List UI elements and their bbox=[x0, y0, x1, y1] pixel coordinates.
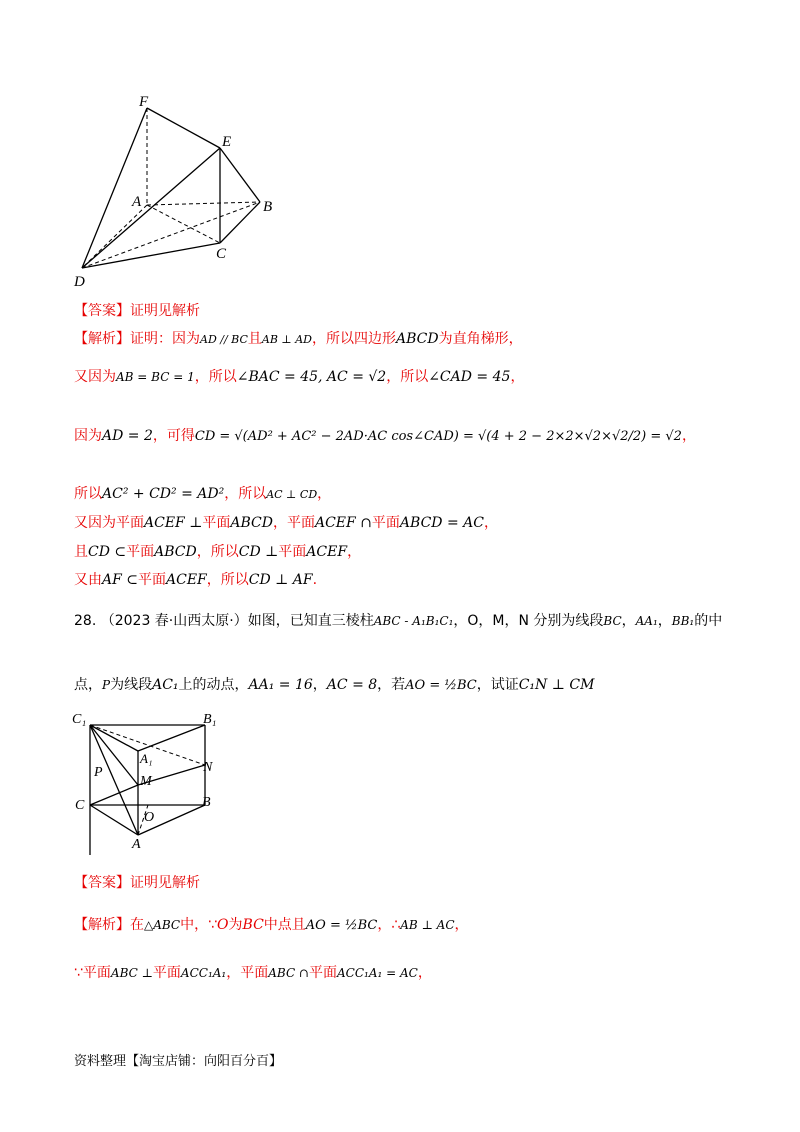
analysis-line-3: 因为AD = 2，可得CD = √(AD² + AC² − 2AD·AC cos∠CAD) = √(4 + 2 − 2×2×√2×√2/2) = √2， bbox=[74, 428, 696, 444]
answer-line-2 bbox=[74, 872, 200, 892]
label-A1: A₁ bbox=[140, 751, 153, 766]
problem-28-line-2: 点，P为线段AC₁上的动点，AA₁ = 16，AC = 8，若AO = ½BC，试证C₁N ⊥ CM bbox=[74, 677, 595, 693]
answer-text: 证明见解析 bbox=[130, 303, 200, 319]
label-E: E bbox=[222, 134, 232, 150]
analysis2-line-2: ∵平面ABC ⊥平面ACC₁A₁，平面ABC ∩平面ACC₁A₁ = AC， bbox=[74, 965, 432, 981]
analysis-tag: 【解析】 bbox=[74, 331, 130, 347]
analysis-line-1: 【解析】证明：因为AD // BC且AB ⊥ AD，所以四边形ABCD为直角梯形， bbox=[74, 331, 523, 347]
pyramid-diagram bbox=[60, 90, 290, 300]
label-F: F bbox=[139, 94, 149, 110]
label-A: A bbox=[132, 194, 142, 210]
prism-diagram bbox=[60, 705, 240, 855]
label-A: A bbox=[132, 837, 141, 852]
analysis-line-2: 又因为AB = BC = 1，所以∠BAC = 45, AC = √2，所以∠CAD = 45， bbox=[74, 369, 525, 385]
label-B: B bbox=[202, 795, 211, 810]
analysis-line-7: 又由AF ⊂平面ACEF，所以CD ⊥ AF. bbox=[74, 572, 318, 588]
figure-pyramid bbox=[60, 90, 290, 300]
label-O: O bbox=[144, 810, 155, 825]
analysis-line-5: 又因为平面ACEF ⊥平面ABCD，平面ACEF ∩平面ABCD = AC， bbox=[74, 515, 498, 531]
analysis2-line-1: 【解析】在△ABC中，∵O为BC中点且AO = ½BC，∴AB ⊥ AC， bbox=[74, 917, 469, 933]
analysis-tag: 【解析】 bbox=[74, 917, 130, 933]
answer-tag: 【答案】 bbox=[74, 303, 130, 319]
label-C: C bbox=[75, 798, 85, 813]
label-M: M bbox=[140, 774, 152, 789]
answer-line-1 bbox=[74, 300, 200, 320]
label-N: N bbox=[203, 760, 213, 775]
label-C: C bbox=[216, 246, 227, 262]
answer-text: 证明见解析 bbox=[130, 875, 200, 891]
label-D: D bbox=[74, 274, 85, 290]
label-B: B bbox=[263, 199, 273, 215]
figure-prism bbox=[60, 705, 240, 855]
label-C1: C₁ bbox=[72, 712, 87, 727]
problem-number: 28. bbox=[74, 613, 97, 629]
label-B1: B₁ bbox=[203, 712, 217, 727]
analysis-line-4: 所以AC² + CD² = AD²，所以AC ⊥ CD， bbox=[74, 486, 332, 502]
problem-28-line-1: 28. （2023 春·山西太原·）如图，已知直三棱柱ABC - A₁B₁C₁，O，M，N 分别为线段BC，AA₁，BB₁的中 bbox=[74, 613, 723, 629]
page-footer: 资料整理【淘宝店铺：向阳百分百】 bbox=[74, 1054, 283, 1069]
label-P: P bbox=[94, 765, 103, 780]
analysis-line-6: 且CD ⊂平面ABCD，所以CD ⊥平面ACEF， bbox=[74, 544, 362, 560]
answer-tag: 【答案】 bbox=[74, 875, 130, 891]
